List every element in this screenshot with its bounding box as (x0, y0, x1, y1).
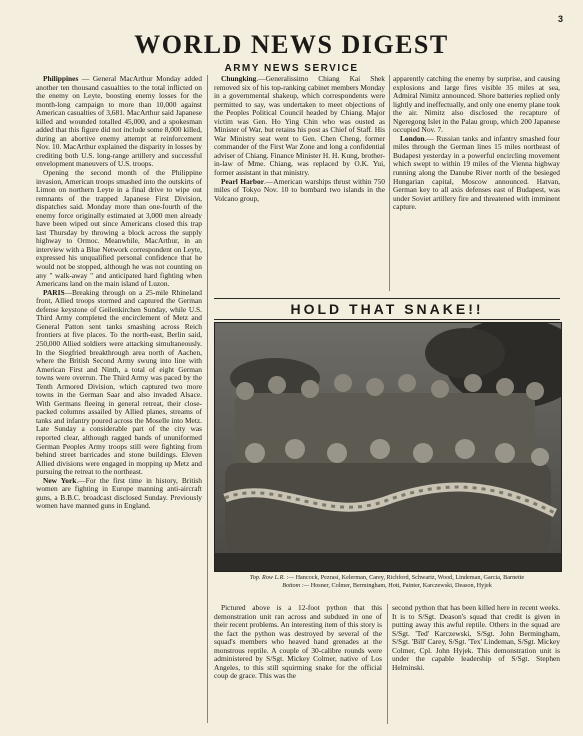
news-item-chungking (214, 75, 385, 178)
news-text: apparently catching the enemy by surprise, and causing explosions and large fires visible 35 miles at sea, Admiral Nimitz announced. Shore batteries replied only lightly and ineffectually, and only one enemy plane took the air. Nimitz also disclosed the recapture of Ngeregong Islet in the Palau group, which 200 Japanese occupied Nov. 7. (393, 75, 560, 135)
group-photo (214, 322, 562, 572)
caption-top-row (214, 574, 560, 582)
photo-caption (214, 574, 560, 589)
dateline: Pearl Harbor (221, 176, 265, 186)
feature-text: second python that has been killed here in recent weeks. It is to S/Sgt. Deason's squad that credit is given in putting away this awful reptile. Others in the squad are S/Sgt. 'Ted' Karczewski, S/Sgt. John Bermingham, S/Sgt. 'Bill' Carey, S/Sgt. 'Tex' Lindeman, S/Sgt. Mickey Colmer, Cpl. John Hyjek. This demonstration unit is under the capable leadership of S/Sgt. Stephen Helminski. (392, 604, 560, 672)
column-divider (207, 75, 208, 723)
section-subhead: ARMY NEWS SERVICE (224, 63, 359, 74)
feature-text: Pictured above is a 12-foot python that this demonstration unit ran across and subdued in one of their recent problems. An interesting item of this story is the fact the python was destroyed by several of the squad's members who heaved hand grenades at the monstrous reptile. A couple of 30-calibre rounds were administered by S/Sgt. Mickey Colmer, native of Los Angeles, to this still squirming snake for the official coup de grace. This was the (214, 604, 382, 681)
dateline: Philippines (43, 75, 79, 83)
group-photo-icon (215, 323, 561, 571)
news-item-new-york (36, 477, 202, 511)
caption-label: Bottom :— (282, 581, 310, 589)
dateline: PARIS (43, 287, 65, 297)
news-item-pearl-harbor (214, 178, 385, 204)
news-text: .— Russian tanks and infantry smashed four miles through the German lines 15 miles northeast of Budapest yesterday in a powerful encircling movement which swept to within 19 miles of the Vienna highway running along the Danube River north of the besieged Hungarian capital, Moscow announced. Hatvan, German key to all axis defenses east of Budapest, was under Soviet artillery fire and threatened with imminent capture. (393, 133, 560, 212)
dateline: Chungking (221, 75, 257, 83)
news-item-paris (36, 289, 202, 477)
middle-news-column (214, 75, 385, 291)
feature-story-left (214, 604, 382, 724)
feature-story-right (392, 604, 560, 724)
dateline: New York (43, 475, 77, 485)
caption-label: Top. Row L.R. :— (249, 574, 295, 581)
caption-bottom-row (214, 582, 560, 590)
caption-names: Hancock, Pezrasi, Kelerman, Carey, Richford, Schwartz, Wood, Lindeman, Garcia, Barnette (295, 574, 525, 581)
column-divider (389, 75, 390, 291)
news-text: — General MacArthur Monday added another ten thousand casualties to the total inflicted on the enemy on Leyte, boosting enemy losses for the month-long campaign to more than 10,000 against American casualties of 3,681. MacArthur said Japanese killed and wounded totalled 45,000, and a spokesman added that this figure did not include some 8,000 killed, during an abortive enemy attempt at reinforcement Nov. 10. MacArthur explained the disparity in losses by crediting both U.S. long-range artillery and successful envelopment maneuvers of U.S. troops. (36, 75, 202, 169)
column-divider (387, 604, 388, 724)
news-text: .—American warships thrust within 750 miles of Tokyo Nov. 10 to bombard two islands in the Volcano group, (214, 176, 385, 203)
page-number: 3 (557, 14, 563, 24)
news-text: .—Generalissimo Chiang Kai Shek removed six of his top-ranking cabinet members Monday in a governmental shakeup, which correspondents were permitted to say, was undertaken to meet objections of the Peoples Political Council headed by Chiang. Major victim was Gen. Ho Ying Chin who was ousted as Minister of War, but retains his post as Chief of Staff. His War Ministry seat went to Gen. Chen Cheng, former commander of the First War Zone and long a confidential adviser of Chiang. Finance Minister H. H. Kung, brother-in-law of Mme. Chiang, was replaced by O.K. Yui, former assistant in that ministry. (214, 75, 385, 178)
news-text: .—For the first time in history, British women are fighting in Europe manning anti-aircraft guns, a B.B.C. broadcast disclosed Sunday. Previously women have manned guns in England. (36, 475, 202, 511)
caption-names: Hosner, Colmer, Bermingham, Hott, Painter, Karczewski, Deason, Hyjek (310, 581, 492, 589)
masthead-title: WORLD NEWS DIGEST (134, 30, 449, 59)
news-item-pearl-harbor-cont (393, 75, 560, 135)
right-news-column (393, 75, 560, 291)
news-item-leyte (36, 169, 202, 289)
left-news-column (36, 75, 202, 723)
news-text: Opening the second month of the Philippine invasion, American troops smashed into the outskirts of Limon on northern Leyte in a final drive to wipe out remnants of the trapped Japanese First Division, dispatches said. Monday more than one-fourth of the enemy force originally estimated at 3,000 men already have been wiped out since Americans closed this trap last Thursday by throwing a block across the supply highway to Ormoc. Meanwhile, MacArthur, in an interview with a Blue Network correspondent on Leyte, expressed his unqualified personal confidence that he would not be stopped, although he was not counting on any " walk-away " and anticipated hard fighting when Americans land on the main island of Luzon. (36, 168, 202, 289)
feature-headline: HOLD THAT SNAKE!! (214, 298, 560, 320)
dateline: London (400, 133, 425, 143)
news-text: —Breaking through on a 25-mile Rhineland front, Allied troops stormed and captured the German defense keystone of Geilenkirchen Sunday, while U.S. Third Army completed the encirclement of Metz and General Patton sent tanks smashing across Reich frontiers at five places. To the north-east, Berlin said, 250,000 Allied soldiers were attacking simultaneously. In the Siegfried breakthrough area north of Aachen, where the British Second Army swung into line with American First and Ninth, a total of eight German towns were overrun. The Third Army was paced by the Tenth Armored Division, which captured two more towns in the German Saar and also invaded Alsace. With Germans fleeing in general retreat, their close-packed columns assailed by Allied planes, streams of tanks and infantry poured across the Moselle into Metz. Late Sunday a considerable part of the city was reported clear, although ragged bands of ununiformed German Peoples Army troops still were fighting from behind street barricades and stone buildings. Eleven Allied divisions were engaged in mopping up Metz and pursuing the retreat to the northeast. (36, 287, 202, 477)
news-item-london (393, 135, 560, 212)
news-item-philippines (36, 75, 202, 169)
